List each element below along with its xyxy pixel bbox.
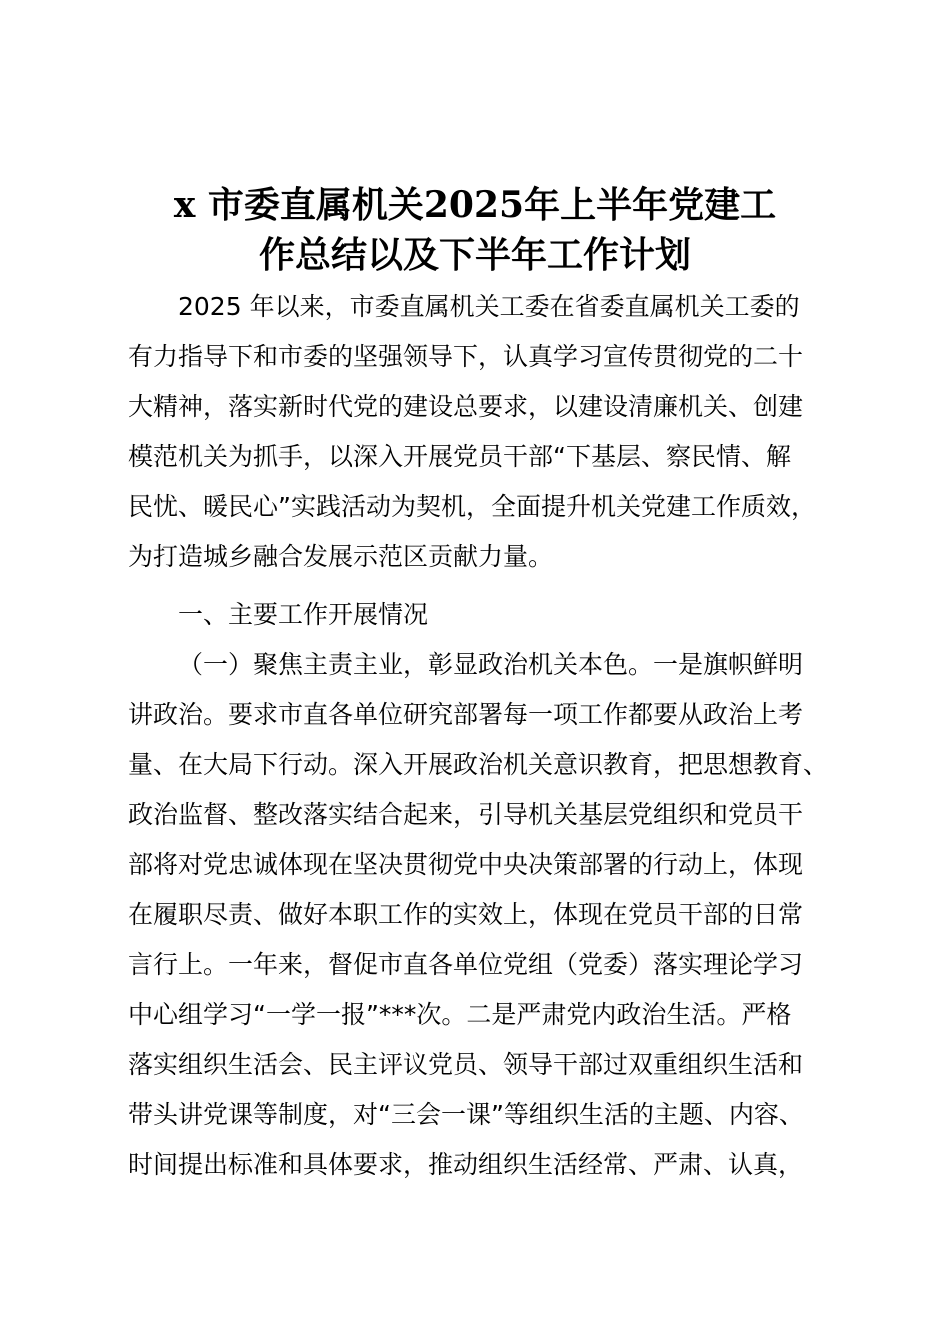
paragraph-gap bbox=[128, 582, 856, 590]
paragraph-line: 量、在大局下行动。深入开展政治机关意识教育，把思想教育、 bbox=[128, 750, 829, 779]
paragraph-line: 部将对党忠诚体现在坚决贯彻党中央决策部署的行动上，体现 bbox=[128, 850, 804, 879]
paragraph-line: 模范机关为抓手，以深入开展党员干部“下基层、察民情、解 bbox=[128, 442, 791, 471]
paragraph-line: （一）聚焦主责主业，彰显政治机关本色。一是旗帜鲜明 bbox=[178, 650, 804, 679]
paragraph-line: 时间提出标准和具体要求，推动组织生活经常、严肃、认真， bbox=[128, 1150, 804, 1179]
intro-paragraph bbox=[128, 282, 856, 582]
paragraph-line: 在履职尽责、做好本职工作的实效上，体现在党员干部的日常 bbox=[128, 900, 804, 929]
paragraph-line: 有力指导下和市委的坚强领导下，认真学习宣传贯彻党的二十 bbox=[128, 342, 804, 371]
title-line-2: 作总结以及下半年工作计划 bbox=[258, 234, 691, 276]
paragraph-line: 为打造城乡融合发展示范区贡献力量。 bbox=[128, 542, 554, 571]
section-heading: 一、主要工作开展情况 bbox=[178, 600, 429, 629]
paragraph-line: 讲政治。要求市直各单位研究部署每一项工作都要从政治上考 bbox=[128, 700, 804, 729]
paragraph-line: 带头讲党课等制度，对“三会一课”等组织生活的主题、内容、 bbox=[128, 1100, 804, 1129]
section-paragraph bbox=[128, 640, 856, 1190]
document-body bbox=[128, 282, 856, 1190]
paragraph-line: 中心组学习“一学一报”***次。二是严肃党内政治生活。严格 bbox=[128, 1000, 792, 1029]
paragraph-line: 政治监督、整改落实结合起来，引导机关基层党组织和党员干 bbox=[128, 800, 804, 829]
paragraph-line: 民忧、暖民心”实践活动为契机，全面提升机关党建工作质效， bbox=[128, 492, 816, 521]
title-line-1: x 市委直属机关2025年上半年党建工 bbox=[173, 184, 777, 226]
paragraph-line: 大精神，落实新时代党的建设总要求，以建设清廉机关、创建 bbox=[128, 392, 804, 421]
paragraph-line: 言行上。一年来，督促市直各单位党组（党委）落实理论学习 bbox=[128, 950, 804, 979]
paragraph-line: 2025 年以来，市委直属机关工委在省委直属机关工委的 bbox=[178, 292, 800, 321]
paragraph-line: 落实组织生活会、民主评议党员、领导干部过双重组织生活和 bbox=[128, 1050, 804, 1079]
document-title bbox=[0, 180, 950, 280]
